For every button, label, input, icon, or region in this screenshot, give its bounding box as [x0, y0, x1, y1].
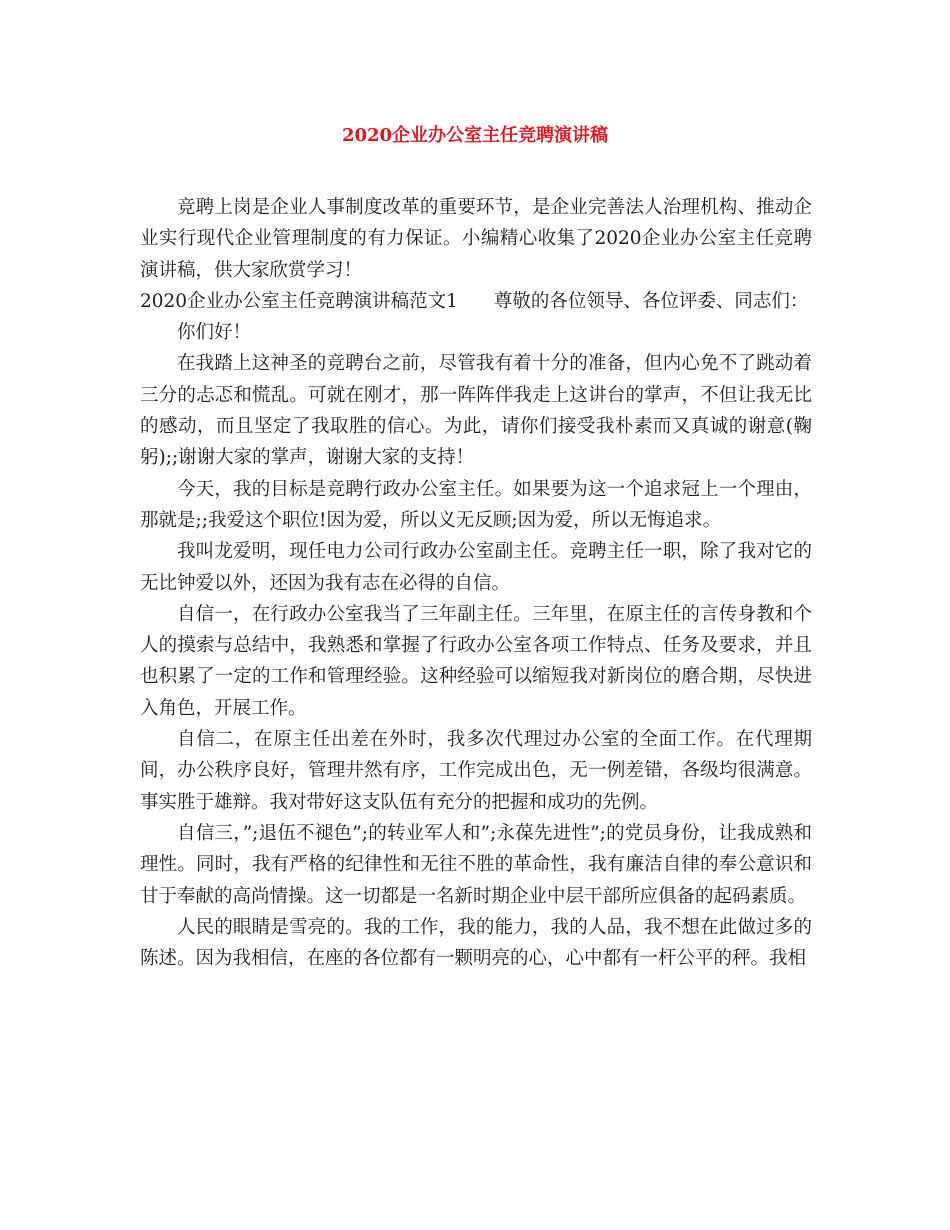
document-title: 2020企业办公室主任竞聘演讲稿: [341, 125, 609, 146]
sample-heading: 2020企业办公室主任竞聘演讲稿范文1: [140, 290, 458, 312]
document-body: [140, 192, 812, 974]
paragraph-closing: 人民的眼睛是雪亮的。我的工作，我的能力，我的人品，我不想在此做过多的陈述。因为我相信，在座的各位都有一颗明亮的心，心中都有一杆公平的秤。我相: [140, 916, 812, 970]
sample-heading-line: [140, 286, 812, 317]
paragraph-confidence-two: 自信二，在原主任出差在外时，我多次代理过办公室的全面工作。在代理期间，办公秩序良好，管理井然有序，工作完成出色，无一例差错，各级均很满意。事实胜于雄辩。我对带好这支队伍有充分的把握和成功的先例。: [140, 729, 812, 813]
intro-paragraph: 竞聘上岗是企业人事制度改革的重要环节，是企业完善法人治理机构、推动企业实行现代企业管理制度的有力保证。小编精心收集了2020企业办公室主任竞聘演讲稿，供大家欣赏学习！: [140, 197, 812, 281]
paragraph-greeting: 你们好！: [177, 322, 252, 344]
paragraph-confidence-three: 自信三，”;退伍不褪色”;的转业军人和”;永葆先进性”;的党员身份，让我成熟和理性。同时，我有严格的纪律性和无往不胜的革命性，我有廉洁自律的奉公意识和甘于奉献的高尚情操。这一切都是一名新时期企业中层干部所应俱备的起码素质。: [140, 822, 812, 907]
salutation: 尊敬的各位领导、各位评委、同志们：: [493, 290, 809, 312]
paragraph-goal: 今天，我的目标是竞聘行政办公室主任。如果要为这一个追求冠上一个理由，那就是;;我爱这个职位!因为爱，所以义无反顾;因为爱，所以无悔追求。: [140, 478, 812, 531]
paragraph-opening: 在我踏上这神圣的竞聘台之前，尽管我有着十分的准备，但内心免不了跳动着三分的忐忑和慌乱。可就在刚才，那一阵阵伴我走上这讲台的掌声，不但让我无比的感动，而且坚定了我取胜的信心。为此，请你们接受我朴素而又真诚的谢意(鞠躬);;谢谢大家的掌声，谢谢大家的支持！: [140, 353, 812, 469]
paragraph-introduction: 我叫龙爱明，现任电力公司行政办公室副主任。竞聘主任一职，除了我对它的无比钟爱以外，还因为我有志在必得的自信。: [140, 541, 812, 594]
paragraph-confidence-one: 自信一，在行政办公室我当了三年副主任。三年里，在原主任的言传身教和个人的摸索与总结中，我熟悉和掌握了行政办公室各项工作特点、任务及要求，并且也积累了一定的工作和管理经验。这种经验可以缩短我对新岗位的磨合期，尽快进入角色，开展工作。: [140, 603, 812, 719]
